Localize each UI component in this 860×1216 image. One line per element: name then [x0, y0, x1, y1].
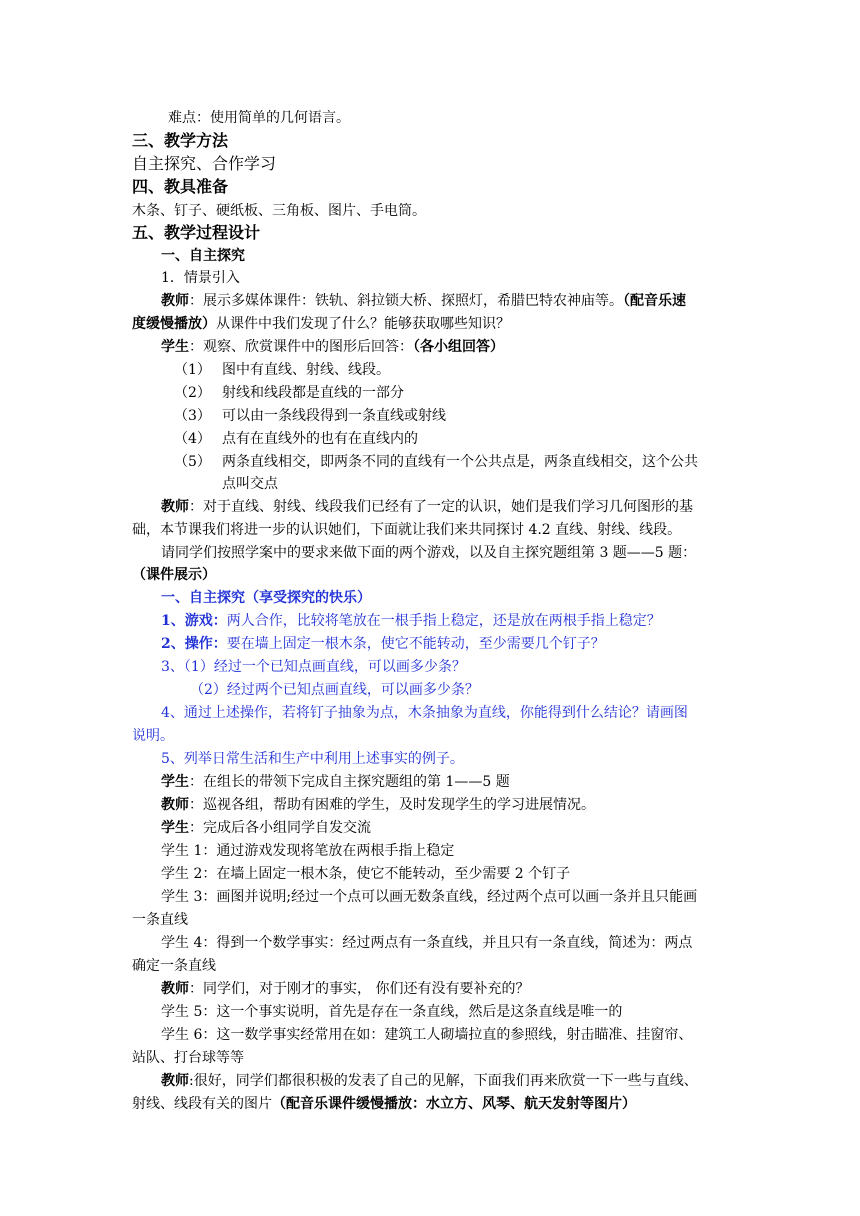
teacher-text: ：同学们，对于刚才的事实， 你们还有没有要补充的？ — [189, 981, 530, 997]
teacher-text: ：对于直线、射线、线段我们已经有了一定的认识，她们是我们学习几何图形的基 — [189, 499, 693, 515]
section-4-body: 木条、钉子、硬纸板、三角板、图片、手电筒。 — [132, 203, 426, 219]
student-6-line-2: 站队、打台球等等 — [132, 1050, 244, 1066]
teacher-para-1-line-1 — [161, 291, 732, 311]
answer-2 — [174, 383, 774, 403]
section-3-body: 自主探究、合作学习 — [132, 154, 277, 173]
answer-number: （3） — [174, 408, 211, 424]
teacher-note: （配音乐课件缓慢播放：水立方、风琴、航天发射等图片） — [272, 1096, 636, 1112]
question-text: 两人合作，比较将笔放在一根手指上稳定，还是放在两根手指上稳定？ — [226, 613, 661, 629]
answer-5 — [174, 452, 734, 472]
instruction-line-1: 请同学们按照学案中的要求来做下面的两个游戏，以及自主探究题组第 3 题——5 题： — [161, 545, 697, 561]
teacher-note: （配音乐速 — [623, 293, 686, 309]
student-2-line: 学生 2：在墙上固定一根木条，使它不能转动，至少需要 2 个钉子 — [161, 866, 571, 882]
answer-4 — [174, 429, 774, 449]
answer-text: 点有在直线外的也有在直线内的 — [222, 431, 418, 447]
student-para-1 — [161, 337, 761, 357]
teacher-text: ：展示多媒体课件：铁轨、斜拉锁大桥、探照灯，希腊巴特农神庙等。 — [189, 293, 623, 309]
student-note: （各小组回答） — [413, 339, 504, 355]
student-6-line-1: 学生 6：这一数学事实经常用在如：建筑工人砌墙拉直的参照线，射击瞄准、挂窗帘、 — [161, 1027, 693, 1043]
teacher-label: 教师 — [161, 293, 189, 309]
teacher-label: 教师 — [161, 797, 189, 813]
teacher-para-4 — [161, 979, 761, 999]
difficulty-line: 难点：使用简单的几何语言。 — [168, 110, 350, 126]
student-1-line: 学生 1：通过游戏发现将笔放在两根手指上稳定 — [161, 843, 455, 859]
student-label: 学生 — [161, 339, 189, 355]
question-3-part-1: 3、（1）经过一个已知点画直线，可以画多少条？ — [161, 659, 466, 675]
answer-number: （1） — [174, 362, 211, 378]
question-5: 5、列举日常生活和生产中利用上述事实的例子。 — [161, 751, 464, 767]
question-label: 1、游戏： — [161, 613, 227, 629]
student-text: ：观察、欣赏课件中的图形后回答： — [189, 339, 413, 355]
teacher-para-3 — [161, 795, 761, 815]
student-5-line: 学生 5：这一个事实说明，首先是存在一条直线，然后是这条直线是唯一的 — [161, 1004, 623, 1020]
question-4-line-2: 说明。 — [132, 728, 174, 744]
teacher-note-cont: 度缓慢播放） — [132, 316, 216, 332]
student-para-3 — [161, 818, 761, 838]
teacher-para-5-line-2 — [132, 1094, 732, 1114]
teacher-para-5-line-1 — [161, 1071, 732, 1091]
student-label: 学生 — [161, 774, 189, 790]
student-3-line-2: 一条直线 — [132, 912, 188, 928]
question-label: 2、操作： — [161, 636, 227, 652]
teacher-label: 教师 — [161, 1073, 189, 1089]
teacher-para-1-line-2 — [132, 314, 732, 334]
question-3-part-2: （2）经过两个已知点画直线，可以画多少条？ — [190, 682, 479, 698]
student-4-line-2: 确定一条直线 — [132, 958, 216, 974]
teacher-label: 教师 — [161, 981, 189, 997]
student-3-line-1: 学生 3：画图并说明;经过一个点可以画无数条直线，经过两个点可以画一条并且只能画 — [161, 889, 698, 905]
answer-number: （4） — [174, 431, 211, 447]
student-para-2 — [161, 772, 761, 792]
teacher-text: ：巡视各组，帮助有困难的学生，及时发现学生的学习进展情况。 — [189, 797, 595, 813]
answer-1 — [174, 360, 774, 380]
teacher-text-2: 射线、线段有关的图片 — [132, 1096, 272, 1112]
question-1 — [161, 611, 761, 631]
answer-text: 可以由一条线段得到一条直线或射线 — [222, 408, 446, 424]
answer-number: （5） — [174, 454, 211, 470]
question-2 — [161, 634, 761, 654]
teacher-label: 教师 — [161, 499, 189, 515]
teacher-text: :很好，同学们都很积极的发表了自己的见解，下面我们再来欣赏一下一些与直线、 — [189, 1073, 698, 1089]
section-5-heading: 五、教学过程设计 — [132, 223, 261, 242]
part-1-heading: 一、自主探究 — [161, 248, 245, 264]
teacher-para-2-line-2: 础，本节课我们将进一步的认识她们，下面就让我们来共同探讨 4.2 直线、射线、线段。 — [132, 522, 682, 538]
blue-section-heading: 一、自主探究（享受探究的快乐） — [161, 590, 371, 606]
student-4-line-1: 学生 4：得到一个数学事实：经过两点有一条直线，并且只有一条直线，简述为：两点 — [161, 935, 693, 951]
section-3-heading: 三、教学方法 — [132, 131, 229, 150]
instruction-line-2: （课件展示） — [132, 567, 216, 583]
question-text: 要在墙上固定一根木条，使它不能转动，至少需要几个钉子？ — [226, 636, 605, 652]
teacher-para-2-line-1 — [161, 497, 732, 517]
answer-text: 图中有直线、射线、线段。 — [222, 362, 390, 378]
step-1-heading: 1．情景引入 — [161, 270, 240, 286]
answer-3 — [174, 406, 774, 426]
answer-number: （2） — [174, 385, 211, 401]
answer-text: 射线和线段都是直线的一部分 — [222, 385, 404, 401]
section-4-heading: 四、教具准备 — [132, 177, 229, 196]
answer-text: 两条直线相交，即两条不同的直线有一个公共点是，两条直线相交，这个公共 — [222, 454, 698, 470]
student-text: ：在组长的带领下完成自主探究题组的第 1——5 题 — [189, 774, 510, 790]
student-label: 学生 — [161, 820, 189, 836]
teacher-text-2: 从课件中我们发现了什么？能够获取哪些知识？ — [216, 316, 510, 332]
student-text: ：完成后各小组同学自发交流 — [189, 820, 371, 836]
answer-5-continued: 点叫交点 — [222, 476, 278, 492]
question-4-line-1: 4、通过上述操作，若将钉子抽象为点，木条抽象为直线，你能得到什么结论？请画图 — [161, 705, 688, 721]
